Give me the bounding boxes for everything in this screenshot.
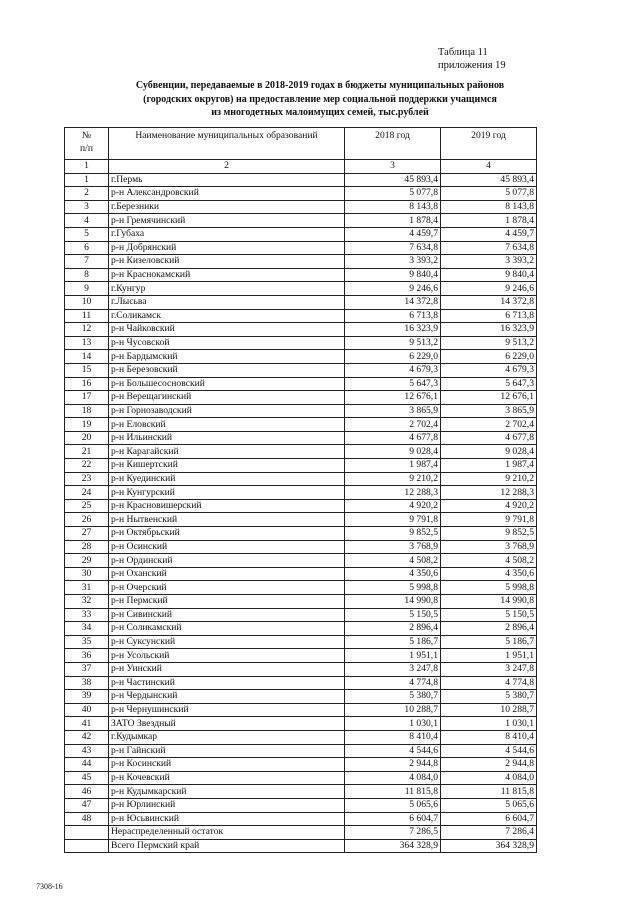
value-2019: 4 679,3 bbox=[441, 363, 537, 377]
value-2018: 4 679,3 bbox=[345, 363, 441, 377]
row-number: 25 bbox=[65, 499, 109, 513]
table-row bbox=[65, 826, 537, 840]
value-2018: 11 815,8 bbox=[345, 785, 441, 799]
appendix-number: приложения 19 bbox=[438, 60, 506, 71]
municipality-name: р-н Краснокамский bbox=[109, 268, 345, 282]
value-2019: 4 774,8 bbox=[441, 676, 537, 690]
municipality-name: р-н Кишертский bbox=[109, 459, 345, 473]
table-row bbox=[65, 513, 537, 527]
value-2018: 4 774,8 bbox=[345, 676, 441, 690]
municipality-name: р-н Горнозаводский bbox=[109, 404, 345, 418]
municipality-name: Нераспределенный остаток bbox=[109, 826, 345, 840]
value-2019: 3 865,9 bbox=[441, 404, 537, 418]
municipality-name: ЗАТО Звездный bbox=[109, 717, 345, 731]
municipality-name: р-н Чусовской bbox=[109, 336, 345, 350]
row-number: 13 bbox=[65, 336, 109, 350]
row-number: 18 bbox=[65, 404, 109, 418]
value-2019: 5 998,8 bbox=[441, 581, 537, 595]
value-2018: 9 210,2 bbox=[345, 472, 441, 486]
row-number: 15 bbox=[65, 363, 109, 377]
value-2018: 9 513,2 bbox=[345, 336, 441, 350]
value-2018: 4 350,6 bbox=[345, 567, 441, 581]
value-2018: 1 951,1 bbox=[345, 649, 441, 663]
table-row bbox=[65, 540, 537, 554]
value-2018: 6 713,8 bbox=[345, 309, 441, 323]
table-row bbox=[65, 173, 537, 187]
value-2019: 3 768,9 bbox=[441, 540, 537, 554]
municipality-name: р-н Кизеловский bbox=[109, 255, 345, 269]
value-2019: 2 896,4 bbox=[441, 622, 537, 636]
table-row bbox=[65, 472, 537, 486]
value-2018: 5 380,7 bbox=[345, 690, 441, 704]
value-2019: 2 702,4 bbox=[441, 418, 537, 432]
title-line-2: (городских округов) на предоставление мер социальной поддержки учащимся bbox=[143, 93, 497, 105]
value-2018: 9 246,6 bbox=[345, 282, 441, 296]
value-2019: 6 604,7 bbox=[441, 812, 537, 826]
value-2018: 4 459,7 bbox=[345, 227, 441, 241]
municipality-name: р-н Березовский bbox=[109, 363, 345, 377]
municipality-name: г.Березники bbox=[109, 200, 345, 214]
table-row bbox=[65, 595, 537, 609]
row-number: 43 bbox=[65, 744, 109, 758]
table-row bbox=[65, 445, 537, 459]
value-2019: 5 077,8 bbox=[441, 187, 537, 201]
value-2018: 6 229,0 bbox=[345, 350, 441, 364]
value-2018: 9 028,4 bbox=[345, 445, 441, 459]
municipality-name: р-н Уинский bbox=[109, 662, 345, 676]
header-2018: 2018 год bbox=[345, 128, 441, 160]
value-2019: 1 878,4 bbox=[441, 214, 537, 228]
value-2018: 16 323,9 bbox=[345, 323, 441, 337]
municipality-name: р-н Соликамский bbox=[109, 622, 345, 636]
municipality-name: г.Кудымкар bbox=[109, 730, 345, 744]
value-2018: 5 647,3 bbox=[345, 377, 441, 391]
header-number bbox=[65, 128, 109, 160]
row-number: 31 bbox=[65, 581, 109, 595]
row-number: 1 bbox=[65, 173, 109, 187]
row-number: 32 bbox=[65, 595, 109, 609]
municipality-name: р-н Юсьвинский bbox=[109, 812, 345, 826]
value-2019: 12 676,1 bbox=[441, 391, 537, 405]
column-index: 1 bbox=[65, 160, 109, 174]
value-2019: 5 647,3 bbox=[441, 377, 537, 391]
value-2019: 1 030,1 bbox=[441, 717, 537, 731]
municipality-name: р-н Очерский bbox=[109, 581, 345, 595]
value-2018: 9 840,4 bbox=[345, 268, 441, 282]
value-2019: 9 852,5 bbox=[441, 527, 537, 541]
row-number: 12 bbox=[65, 323, 109, 337]
value-2019: 5 065,6 bbox=[441, 798, 537, 812]
value-2018: 9 791,8 bbox=[345, 513, 441, 527]
value-2019: 8 143,8 bbox=[441, 200, 537, 214]
value-2019: 6 713,8 bbox=[441, 309, 537, 323]
column-index: 3 bbox=[345, 160, 441, 174]
title-line-1: Субвенции, передаваемые в 2018-2019 годах в бюджеты муниципальных районов bbox=[135, 80, 505, 91]
value-2019: 5 150,5 bbox=[441, 608, 537, 622]
row-number: 4 bbox=[65, 214, 109, 228]
value-2019: 4 677,8 bbox=[441, 431, 537, 445]
municipality-name: р-н Кудымкарский bbox=[109, 785, 345, 799]
row-number: 33 bbox=[65, 608, 109, 622]
row-number: 35 bbox=[65, 635, 109, 649]
value-2019: 9 513,2 bbox=[441, 336, 537, 350]
municipality-name: г.Кунгур bbox=[109, 282, 345, 296]
value-2019: 5 380,7 bbox=[441, 690, 537, 704]
value-2019: 1 987,4 bbox=[441, 459, 537, 473]
table-row bbox=[65, 676, 537, 690]
table-row bbox=[65, 404, 537, 418]
value-2019: 6 229,0 bbox=[441, 350, 537, 364]
value-2018: 4 920,2 bbox=[345, 499, 441, 513]
municipality-name: р-н Большесосновский bbox=[109, 377, 345, 391]
value-2018: 10 288,7 bbox=[345, 703, 441, 717]
row-number: 48 bbox=[65, 812, 109, 826]
value-2018: 5 186,7 bbox=[345, 635, 441, 649]
value-2018: 4 508,2 bbox=[345, 554, 441, 568]
value-2018: 2 896,4 bbox=[345, 622, 441, 636]
value-2018: 12 288,3 bbox=[345, 486, 441, 500]
table-row bbox=[65, 812, 537, 826]
value-2018: 4 544,6 bbox=[345, 744, 441, 758]
value-2018: 8 143,8 bbox=[345, 200, 441, 214]
row-number: 40 bbox=[65, 703, 109, 717]
value-2019: 4 350,6 bbox=[441, 567, 537, 581]
municipality-name: р-н Кочевский bbox=[109, 771, 345, 785]
municipality-name: р-н Юрлинский bbox=[109, 798, 345, 812]
table-row bbox=[65, 323, 537, 337]
value-2018: 5 998,8 bbox=[345, 581, 441, 595]
municipality-name: р-н Ординский bbox=[109, 554, 345, 568]
value-2018: 3 768,9 bbox=[345, 540, 441, 554]
table-row bbox=[65, 798, 537, 812]
header-number-line2: п/п bbox=[80, 143, 93, 154]
table-row bbox=[65, 839, 537, 853]
title-line-3: из многодетных малоимущих семей, тыс.рублей bbox=[211, 107, 429, 118]
table-row bbox=[65, 690, 537, 704]
table-row bbox=[65, 486, 537, 500]
table-row bbox=[65, 717, 537, 731]
value-2019: 14 372,8 bbox=[441, 295, 537, 309]
value-2019: 45 893,4 bbox=[441, 173, 537, 187]
value-2019: 9 840,4 bbox=[441, 268, 537, 282]
table-row bbox=[65, 377, 537, 391]
value-2018: 9 852,5 bbox=[345, 527, 441, 541]
value-2018: 45 893,4 bbox=[345, 173, 441, 187]
municipality-name: р-н Пермский bbox=[109, 595, 345, 609]
municipality-name: р-н Чайковский bbox=[109, 323, 345, 337]
value-2018: 7 286,5 bbox=[345, 826, 441, 840]
municipality-name: г.Губаха bbox=[109, 227, 345, 241]
municipality-name: р-н Усольский bbox=[109, 649, 345, 663]
value-2018: 5 065,6 bbox=[345, 798, 441, 812]
value-2019: 364 328,9 bbox=[441, 839, 537, 853]
value-2018: 364 328,9 bbox=[345, 839, 441, 853]
table-row bbox=[65, 581, 537, 595]
table-row bbox=[65, 363, 537, 377]
table-row bbox=[65, 499, 537, 513]
row-number: 37 bbox=[65, 662, 109, 676]
header-name: Наименование муниципальных образований bbox=[109, 128, 345, 160]
table-row bbox=[65, 554, 537, 568]
row-number: 26 bbox=[65, 513, 109, 527]
row-number: 36 bbox=[65, 649, 109, 663]
municipality-name: р-н Ильинский bbox=[109, 431, 345, 445]
municipality-name: р-н Бардымский bbox=[109, 350, 345, 364]
value-2019: 4 920,2 bbox=[441, 499, 537, 513]
municipality-name: р-н Гайнский bbox=[109, 744, 345, 758]
column-index-row bbox=[65, 160, 537, 174]
value-2019: 5 186,7 bbox=[441, 635, 537, 649]
row-number: 23 bbox=[65, 472, 109, 486]
row-number: 8 bbox=[65, 268, 109, 282]
table-row bbox=[65, 187, 537, 201]
row-number: 11 bbox=[65, 309, 109, 323]
row-number: 10 bbox=[65, 295, 109, 309]
row-number: 16 bbox=[65, 377, 109, 391]
row-number: 22 bbox=[65, 459, 109, 473]
municipality-name: р-н Осинский bbox=[109, 540, 345, 554]
value-2019: 9 028,4 bbox=[441, 445, 537, 459]
value-2018: 6 604,7 bbox=[345, 812, 441, 826]
municipality-name: р-н Чердынский bbox=[109, 690, 345, 704]
municipality-name: р-н Частинский bbox=[109, 676, 345, 690]
value-2018: 14 372,8 bbox=[345, 295, 441, 309]
table-row bbox=[65, 241, 537, 255]
municipality-name: р-н Суксунский bbox=[109, 635, 345, 649]
value-2018: 1 987,4 bbox=[345, 459, 441, 473]
value-2018: 2 944,8 bbox=[345, 758, 441, 772]
value-2018: 7 634,8 bbox=[345, 241, 441, 255]
value-2019: 10 288,7 bbox=[441, 703, 537, 717]
municipality-name: р-н Куединский bbox=[109, 472, 345, 486]
value-2018: 4 084,0 bbox=[345, 771, 441, 785]
value-2018: 4 677,8 bbox=[345, 431, 441, 445]
table-row bbox=[65, 309, 537, 323]
value-2019: 1 951,1 bbox=[441, 649, 537, 663]
table-row bbox=[65, 282, 537, 296]
row-number: 17 bbox=[65, 391, 109, 405]
table-row bbox=[65, 608, 537, 622]
row-number: 9 bbox=[65, 282, 109, 296]
table-row bbox=[65, 622, 537, 636]
row-number: 21 bbox=[65, 445, 109, 459]
municipality-name: Всего Пермский край bbox=[109, 839, 345, 853]
table-reference bbox=[438, 46, 506, 72]
row-number: 3 bbox=[65, 200, 109, 214]
row-number: 38 bbox=[65, 676, 109, 690]
table-row bbox=[65, 662, 537, 676]
value-2018: 1 030,1 bbox=[345, 717, 441, 731]
value-2018: 3 247,8 bbox=[345, 662, 441, 676]
municipality-name: р-н Верещагинский bbox=[109, 391, 345, 405]
table-row bbox=[65, 527, 537, 541]
table-header-row bbox=[65, 128, 537, 160]
municipality-name: р-н Нытвенский bbox=[109, 513, 345, 527]
value-2018: 3 393,2 bbox=[345, 255, 441, 269]
value-2019: 3 247,8 bbox=[441, 662, 537, 676]
municipality-name: р-н Красновишерский bbox=[109, 499, 345, 513]
table-row bbox=[65, 635, 537, 649]
row-number bbox=[65, 839, 109, 853]
row-number bbox=[65, 826, 109, 840]
column-index: 4 bbox=[441, 160, 537, 174]
table-row bbox=[65, 350, 537, 364]
row-number: 27 bbox=[65, 527, 109, 541]
row-number: 14 bbox=[65, 350, 109, 364]
table-row bbox=[65, 703, 537, 717]
table-row bbox=[65, 730, 537, 744]
table-row bbox=[65, 431, 537, 445]
municipality-name: р-н Еловский bbox=[109, 418, 345, 432]
table-row bbox=[65, 227, 537, 241]
value-2018: 1 878,4 bbox=[345, 214, 441, 228]
row-number: 5 bbox=[65, 227, 109, 241]
table-row bbox=[65, 771, 537, 785]
row-number: 19 bbox=[65, 418, 109, 432]
municipality-name: р-н Косинский bbox=[109, 758, 345, 772]
row-number: 39 bbox=[65, 690, 109, 704]
municipality-name: р-н Кунгурский bbox=[109, 486, 345, 500]
municipality-name: р-н Октябрьский bbox=[109, 527, 345, 541]
municipality-name: р-н Чернушинский bbox=[109, 703, 345, 717]
row-number: 20 bbox=[65, 431, 109, 445]
table-row bbox=[65, 295, 537, 309]
row-number: 30 bbox=[65, 567, 109, 581]
value-2018: 12 676,1 bbox=[345, 391, 441, 405]
table-row bbox=[65, 785, 537, 799]
row-number: 24 bbox=[65, 486, 109, 500]
value-2018: 14 990,8 bbox=[345, 595, 441, 609]
municipality-name: р-н Оханский bbox=[109, 567, 345, 581]
value-2019: 8 410,4 bbox=[441, 730, 537, 744]
value-2019: 9 246,6 bbox=[441, 282, 537, 296]
subvention-table bbox=[64, 127, 537, 853]
value-2018: 5 150,5 bbox=[345, 608, 441, 622]
row-number: 28 bbox=[65, 540, 109, 554]
header-number-line1: № bbox=[81, 130, 92, 141]
row-number: 47 bbox=[65, 798, 109, 812]
row-number: 46 bbox=[65, 785, 109, 799]
row-number: 29 bbox=[65, 554, 109, 568]
row-number: 42 bbox=[65, 730, 109, 744]
row-number: 2 bbox=[65, 187, 109, 201]
value-2019: 12 288,3 bbox=[441, 486, 537, 500]
document-code: 7308-16 bbox=[36, 882, 63, 891]
header-2019: 2019 год bbox=[441, 128, 537, 160]
row-number: 45 bbox=[65, 771, 109, 785]
value-2018: 3 865,9 bbox=[345, 404, 441, 418]
value-2019: 7 634,8 bbox=[441, 241, 537, 255]
value-2019: 9 791,8 bbox=[441, 513, 537, 527]
value-2018: 5 077,8 bbox=[345, 187, 441, 201]
municipality-name: г.Соликамск bbox=[109, 309, 345, 323]
municipality-name: р-н Сивинский bbox=[109, 608, 345, 622]
table-row bbox=[65, 255, 537, 269]
value-2019: 16 323,9 bbox=[441, 323, 537, 337]
table-row bbox=[65, 567, 537, 581]
table-row bbox=[65, 214, 537, 228]
municipality-name: р-н Карагайский bbox=[109, 445, 345, 459]
value-2019: 9 210,2 bbox=[441, 472, 537, 486]
value-2019: 3 393,2 bbox=[441, 255, 537, 269]
value-2019: 7 286,4 bbox=[441, 826, 537, 840]
table-row bbox=[65, 744, 537, 758]
municipality-name: г.Пермь bbox=[109, 173, 345, 187]
table-row bbox=[65, 336, 537, 350]
table-row bbox=[65, 758, 537, 772]
page-title bbox=[60, 79, 580, 120]
table-number: Таблица 11 bbox=[438, 47, 488, 58]
municipality-name: г.Лысьва bbox=[109, 295, 345, 309]
municipality-name: р-н Добрянский bbox=[109, 241, 345, 255]
table-row bbox=[65, 268, 537, 282]
table-row bbox=[65, 649, 537, 663]
row-number: 7 bbox=[65, 255, 109, 269]
value-2018: 8 410,4 bbox=[345, 730, 441, 744]
column-index: 2 bbox=[109, 160, 345, 174]
table-row bbox=[65, 459, 537, 473]
value-2019: 14 990,8 bbox=[441, 595, 537, 609]
value-2019: 4 459,7 bbox=[441, 227, 537, 241]
value-2019: 4 544,6 bbox=[441, 744, 537, 758]
value-2019: 11 815,8 bbox=[441, 785, 537, 799]
municipality-name: р-н Александровский bbox=[109, 187, 345, 201]
table-row bbox=[65, 391, 537, 405]
table-row bbox=[65, 200, 537, 214]
row-number: 44 bbox=[65, 758, 109, 772]
row-number: 41 bbox=[65, 717, 109, 731]
table-row bbox=[65, 418, 537, 432]
value-2019: 4 508,2 bbox=[441, 554, 537, 568]
value-2019: 2 944,8 bbox=[441, 758, 537, 772]
value-2019: 4 084,0 bbox=[441, 771, 537, 785]
row-number: 34 bbox=[65, 622, 109, 636]
municipality-name: р-н Гремячинский bbox=[109, 214, 345, 228]
value-2018: 2 702,4 bbox=[345, 418, 441, 432]
row-number: 6 bbox=[65, 241, 109, 255]
